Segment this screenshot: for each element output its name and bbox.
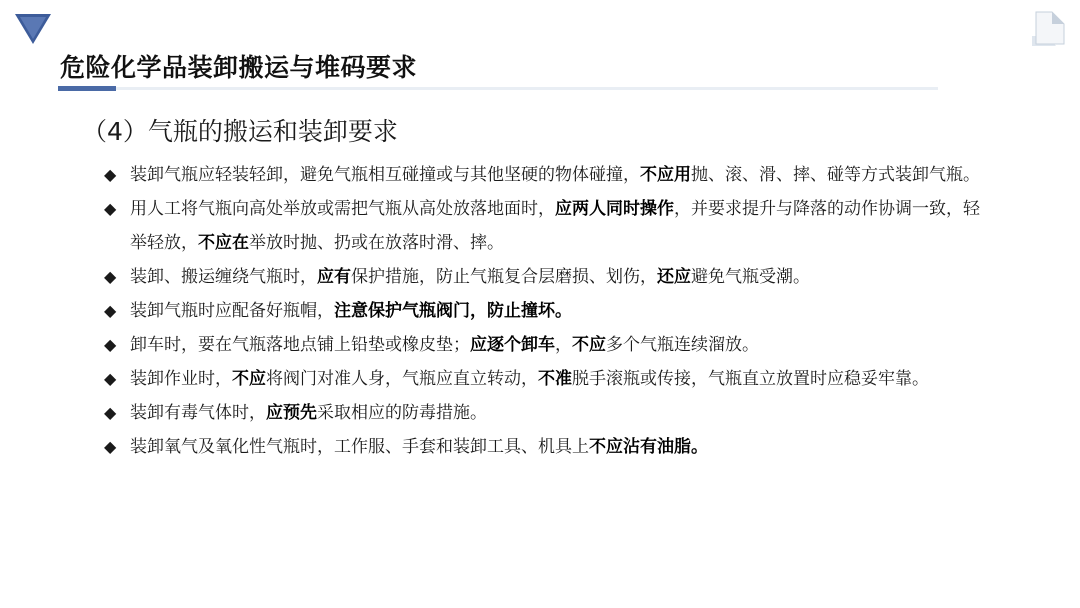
diamond-bullet-icon: ◆ [104, 437, 117, 456]
body-text: 将阀门对准人身，气瓶应直立转动， [266, 369, 538, 389]
body-text: 装卸作业时， [130, 369, 232, 389]
body-text: 装卸、搬运缠绕气瓶时， [130, 267, 317, 287]
emphasis-text: 不准 [538, 369, 572, 389]
requirements-list [104, 158, 994, 464]
section-heading: （4）气瓶的搬运和装卸要求 [82, 117, 398, 146]
diamond-bullet-icon: ◆ [104, 165, 117, 184]
emphasis-text: 不应在 [198, 233, 249, 253]
triangle-down-icon [14, 12, 52, 46]
emphasis-text: 应预先 [266, 403, 317, 423]
title-divider [58, 87, 938, 90]
diamond-bullet-icon: ◆ [104, 267, 117, 286]
body-text: 装卸氧气及氧化性气瓶时，工作服、手套和装卸工具、机具上 [130, 437, 589, 457]
body-text: ，并要求提升与降落的动作协调一致，轻举轻放， [130, 199, 980, 253]
body-text: 脱手滚瓶或传接，气瓶直立放置时应稳妥牢靠。 [572, 369, 929, 389]
list-item [104, 328, 994, 362]
emphasis-text: 应有 [317, 267, 351, 287]
list-item [104, 294, 994, 328]
emphasis-text: 不应用 [640, 165, 691, 185]
list-item [104, 158, 994, 192]
body-text: 用人工将气瓶向高处举放或需把气瓶从高处放落地面时， [130, 199, 555, 219]
document-page-icon [1026, 10, 1070, 48]
list-item [104, 430, 994, 464]
diamond-bullet-icon: ◆ [104, 403, 117, 422]
diamond-bullet-icon: ◆ [104, 335, 117, 354]
diamond-bullet-icon: ◆ [104, 199, 117, 218]
list-item [104, 362, 994, 396]
body-text: 卸车时，要在气瓶落地点铺上铅垫或橡皮垫； [130, 335, 470, 355]
body-text: 装卸有毒气体时， [130, 403, 266, 423]
body-text: 举放时抛、扔或在放落时滑、摔。 [249, 233, 504, 253]
body-text: 装卸气瓶时应配备好瓶帽， [130, 301, 334, 321]
emphasis-text: 不应 [232, 369, 266, 389]
title-accent-bar [58, 86, 116, 91]
body-text: 多个气瓶连续溜放。 [606, 335, 759, 355]
list-item [104, 260, 994, 294]
emphasis-text: 应逐个卸车 [470, 335, 555, 355]
emphasis-text: 注意保护气瓶阀门，防止撞坏。 [334, 301, 572, 321]
body-text: 抛、滚、滑、摔、碰等方式装卸气瓶。 [691, 165, 980, 185]
emphasis-text: 还应 [657, 267, 691, 287]
list-item [104, 192, 994, 260]
body-text: 保护措施，防止气瓶复合层磨损、划伤， [351, 267, 657, 287]
body-text: 装卸气瓶应轻装轻卸，避免气瓶相互碰撞或与其他坚硬的物体碰撞， [130, 165, 640, 185]
emphasis-text: 不应 [572, 335, 606, 355]
emphasis-text: 不应沾有油脂。 [589, 437, 708, 457]
diamond-bullet-icon: ◆ [104, 369, 117, 388]
emphasis-text: 应两人同时操作 [555, 199, 674, 219]
body-text: ， [555, 335, 572, 355]
diamond-bullet-icon: ◆ [104, 301, 117, 320]
list-item [104, 396, 994, 430]
body-text: 采取相应的防毒措施。 [317, 403, 487, 423]
page-title: 危险化学品装卸搬运与堆码要求 [60, 53, 418, 82]
body-text: 避免气瓶受潮。 [691, 267, 810, 287]
